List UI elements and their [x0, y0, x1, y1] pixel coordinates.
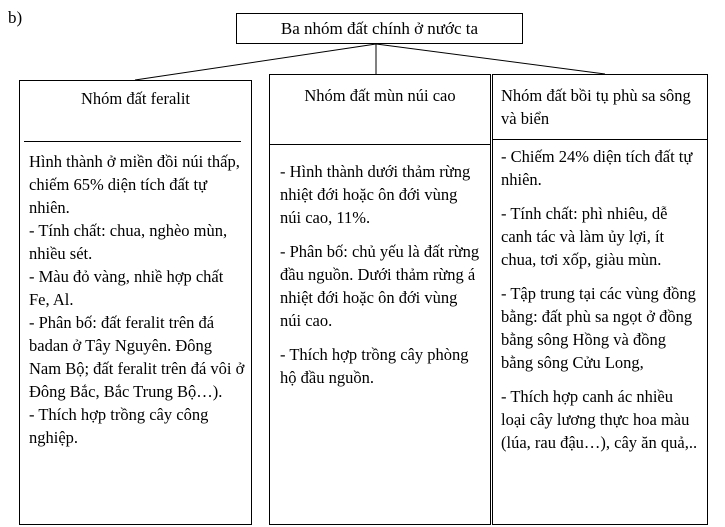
- column-title: Nhóm đất feralit: [80, 89, 191, 108]
- paragraph: - Hình thành dưới thảm rừng nhiệt đới hoặc ôn đới vùng núi cao, 11%.: [280, 162, 471, 227]
- column-divider: [270, 144, 490, 145]
- column-feralit: [19, 80, 252, 525]
- column-divider: [493, 139, 707, 140]
- paragraph: Hình thành ở miền đồi núi thấp, chiếm 65% diện tích đất tự nhiên.: [29, 152, 240, 217]
- connector-right: [376, 44, 605, 74]
- paragraph: - Tính chất: chua, nghèo mùn, nhiều sét.: [29, 221, 228, 263]
- paragraph: - Chiếm 24% diện tích đất tự nhiên.: [501, 147, 693, 189]
- column-mun-nui-cao: [269, 74, 491, 525]
- paragraph: - Thích hợp trồng cây công nghiệp.: [29, 405, 209, 447]
- column-title: Nhóm đất bồi tụ phù sa sông và biển: [501, 86, 691, 128]
- paragraph: - Phân bố: chủ yếu là đất rừng đầu nguồn. Dưới thảm rừng á nhiệt đới hoặc ôn đới vùng núi cao.: [280, 242, 480, 330]
- paragraph: - Thích hợp canh ác nhiều loại cây lương thực hoa màu (lúa, rau đậu…), cây ăn quả,..: [501, 387, 698, 452]
- column-boi-tu-phu-sa: [492, 74, 708, 525]
- figure-label: b): [8, 8, 23, 27]
- root-title: Ba nhóm đất chính ở nước ta: [280, 18, 479, 38]
- column-body: [29, 150, 245, 449]
- column-divider: [24, 141, 241, 142]
- column-body: [501, 145, 701, 454]
- paragraph: - Tập trung tại các vùng đồng bằng: đất phù sa ngọt ở đồng bằng sông Hồng và đồng bằng sông Cửu Long,: [501, 284, 696, 372]
- paragraph: - Phân bố: đất feralit trên đá badan ở Tây Nguyên. Đông Nam Bộ; đất feralit trên đá vôi ở Đông Bắc, Bắc Trung Bộ…).: [29, 313, 245, 401]
- column-body: [280, 160, 482, 389]
- paragraph: - Thích hợp trồng cây phòng hộ đầu nguồn.: [280, 345, 469, 387]
- root-node: [236, 13, 523, 44]
- paragraph: - Màu đỏ vàng, nhiề hợp chất Fe, Al.: [29, 267, 224, 309]
- column-title: Nhóm đất mùn núi cao: [304, 86, 456, 105]
- paragraph: - Tính chất: phì nhiêu, dễ canh tác và làm ủy lợi, ít chua, tơi xốp, giàu mùn.: [501, 204, 668, 269]
